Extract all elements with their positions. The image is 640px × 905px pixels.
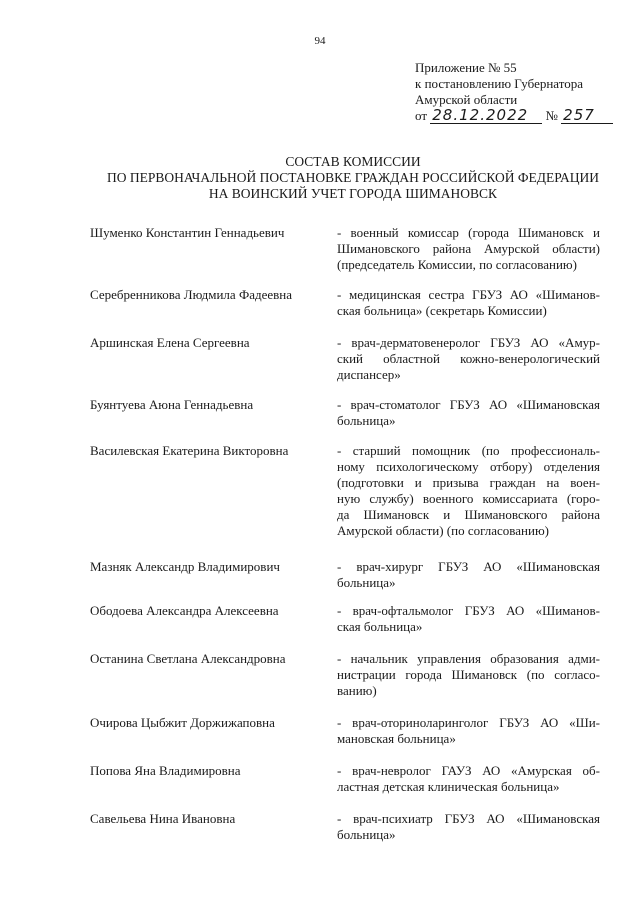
member-role-line: ную службу) военного комиссариата (горо- (337, 491, 600, 506)
appendix-date-line (415, 108, 613, 124)
member-role-line: ская больница» (секретарь Комиссии) (337, 303, 547, 318)
member-role (337, 397, 600, 429)
member-role-line: больница» (337, 575, 396, 590)
member-name: Ободоева Александра Алексеевна (90, 603, 279, 618)
member-role-line: ская больница» (337, 619, 423, 634)
member-name: Останина Светлана Александровна (90, 651, 286, 666)
member-role-line: мановская больница» (337, 731, 456, 746)
appendix-header (415, 60, 613, 124)
member-name: Очирова Цыбжит Доржижаповна (90, 715, 275, 730)
member-role-line: ский областной кожно-венерологический (337, 351, 600, 366)
member-role-line: Амурской области) (по согласованию) (337, 523, 549, 538)
member-role-line: - врач-невролог ГАУЗ АО «Амурская об- (337, 763, 600, 778)
member-name: Василевская Екатерина Викторовна (90, 443, 289, 458)
member-role-line: диспансер» (337, 367, 401, 382)
member-name: Буянтуева Аюна Геннадьевна (90, 397, 254, 412)
member-role (337, 651, 600, 699)
member-role-line: - начальник управления образования адми- (337, 651, 600, 666)
member-role-line: да Шимановск и Шимановского района (337, 507, 600, 522)
member-role-line: - врач-хирург ГБУЗ АО «Шимановская (337, 559, 600, 574)
from-label: от (415, 108, 428, 123)
member-name: Аршинская Елена Сергеевна (90, 335, 250, 350)
member-role-line: (председатель Комиссии, по согласованию) (337, 257, 577, 272)
member-role-line: - медицинская сестра ГБУЗ АО «Шиманов- (337, 287, 600, 302)
appendix-region: Амурской области (415, 92, 518, 107)
member-role-line: Шимановского района Амурской области) (337, 241, 600, 256)
appendix-decree-ref: к постановлению Губернатора (415, 76, 584, 91)
title-line-3: НА ВОИНСКИЙ УЧЕТ ГОРОДА ШИМАНОВСК (208, 186, 498, 201)
member-name: Серебренникова Людмила Фадеевна (90, 287, 293, 302)
member-role (337, 603, 600, 635)
number-label: № (545, 108, 558, 123)
member-role (337, 443, 600, 539)
member-role-line: - военный комиссар (города Шимановск и (337, 225, 600, 240)
member-name: Савельева Нина Ивановна (90, 811, 236, 826)
decree-number: 257 (561, 108, 613, 124)
member-role-line: - старший помощник (по профессиональ- (337, 443, 600, 458)
member-role-line: - врач-стоматолог ГБУЗ АО «Шимановская (337, 397, 600, 412)
member-role-line: нистрации города Шимановск (по согласо- (337, 667, 600, 682)
member-role-line: - врач-психиатр ГБУЗ АО «Шимановская (337, 811, 600, 826)
member-role (337, 335, 600, 383)
member-role-line: больница» (337, 413, 396, 428)
member-name: Попова Яна Владимировна (90, 763, 241, 778)
member-role-line: - врач-офтальмолог ГБУЗ АО «Шиманов- (337, 603, 600, 618)
member-role-line: больница» (337, 827, 396, 842)
title-line-2: ПО ПЕРВОНАЧАЛЬНОЙ ПОСТАНОВКЕ ГРАЖДАН РОССИЙСКОЙ ФЕДЕРАЦИИ (106, 170, 600, 185)
member-role-line: ванию) (337, 683, 377, 698)
member-role (337, 715, 600, 747)
member-role (337, 559, 600, 591)
member-role (337, 763, 600, 795)
page-number: 94 (314, 35, 326, 47)
member-role-line: - врач-оториноларинголог ГБУЗ АО «Ши- (337, 715, 600, 730)
member-role-line: (подготовки и призыва граждан на воен- (337, 475, 600, 490)
member-role (337, 225, 600, 273)
title-line-1: СОСТАВ КОМИССИИ (285, 154, 421, 169)
appendix-title: Приложение № 55 (415, 60, 517, 75)
member-role-line: - врач-дерматовенеролог ГБУЗ АО «Амур- (337, 335, 600, 350)
member-name: Мазняк Александр Владимирович (90, 559, 280, 574)
member-role (337, 811, 600, 843)
member-role (337, 287, 600, 319)
member-role-line: ластная детская клиническая больница» (337, 779, 560, 794)
decree-date: 28.12.2022 (430, 108, 542, 124)
member-role-line: ному психологическому отбору) отделения (337, 459, 600, 474)
document-title (0, 154, 640, 202)
member-name: Шуменко Константин Геннадьевич (90, 225, 285, 240)
